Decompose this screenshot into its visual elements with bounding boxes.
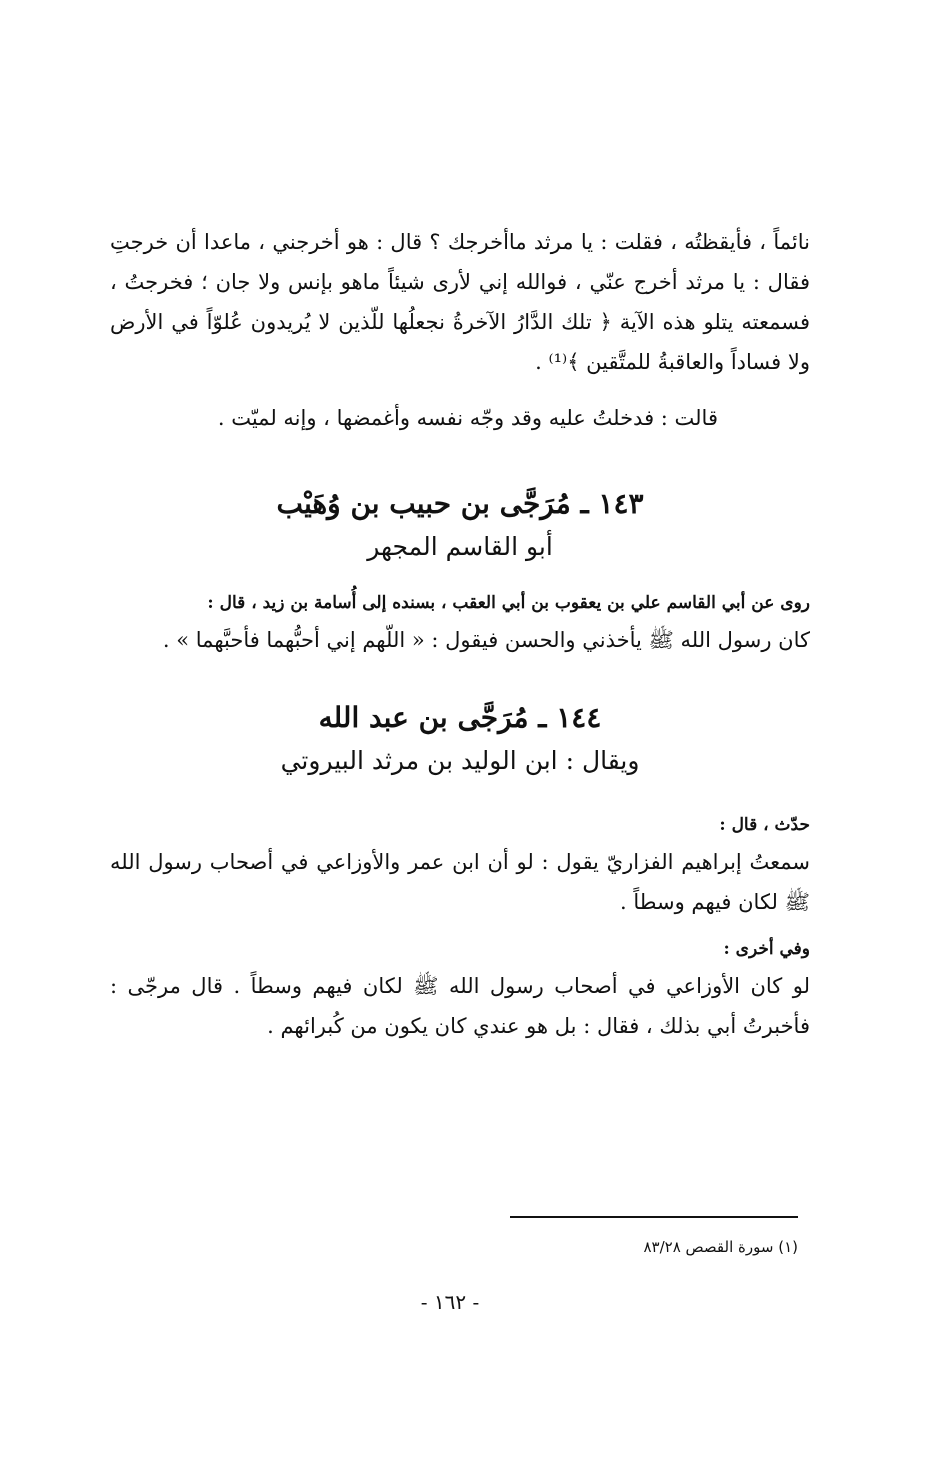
page-number: - ١٦٢ - <box>420 1290 480 1314</box>
entry-144-intro-1: حدّث ، قال : <box>719 815 810 835</box>
entry-143-heading: ١٤٣ ـ مُرَجَّى بن حبيب بن وُهَيْب <box>276 487 644 520</box>
entry-144-text-1: سمعتُ إبراهيم الفزاريّ يقول : لو أن ابن عمر والأوزاعي في أصحاب رسول الله ﷺ لكان فيهم وسطاً . <box>110 850 810 914</box>
entry-143-intro: روى عن أبي القاسم علي بن يعقوب بن أبي العقب ، بسنده إلى أُسامة بن زيد ، قال : <box>207 593 810 613</box>
entry-144-heading: ١٤٤ ـ مُرَجَّى بن عبد الله <box>318 701 602 734</box>
entry-144-intro-2: وفي أخرى : <box>723 939 810 959</box>
footnote: (١) سورة القصص ٨٣/٢٨ <box>643 1238 798 1256</box>
entry-143-subheading: أبو القاسم المجهر <box>367 532 553 561</box>
paragraph: قالت : فدخلتُ عليه وقد وجّه نفسه وأغمضها ، وإنه لميّت . <box>217 406 718 430</box>
entry-144-subheading: ويقال : ابن الوليد بن مرثد البيروتي <box>280 746 640 775</box>
continued-paragraph: نائماً ، فأيقظتُه ، فقلت : يا مرثد ماأخرجك ؟ قال : هو أخرجني ، ماعدا أن خرجتِ فقال : يا مرثد أخرج عنّي ، فوالله إني لأرى شيئاً ماهو بإنس ولا جان ؛ فخرجتُ ، فسمعته يتلو هذه الآية ﴿ تلك الدَّارُ الآخرةُ نجعلُها للّذين لا يُريدون عُلوّاً في الأرض ولا فساداً والعاقبةُ للمتَّقين ﴾⁽¹⁾ . <box>110 230 810 374</box>
entry-143-text: كان رسول الله ﷺ يأخذني والحسن فيقول : « اللّهم إني أحبُّهما فأحبَّهما » . <box>162 628 810 652</box>
footnote-divider <box>510 1216 798 1218</box>
page-body <box>110 222 810 1046</box>
entry-144-text-2: لو كان الأوزاعي في أصحاب رسول الله ﷺ لكان فيهم وسطاً . قال مرجّى : فأخبرتُ أبي بذلك ، فقال : بل هو عندي كان يكون من كُبرائهم . <box>110 974 810 1038</box>
